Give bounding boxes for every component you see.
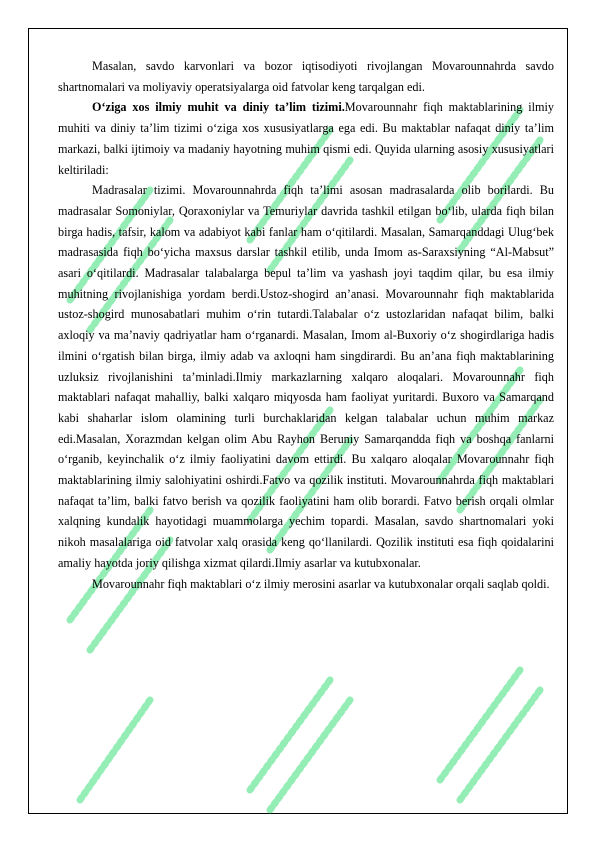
paragraph-text: Masalan, savdo karvonlari va bozor iqtisodiyoti rivojlangan Movarounnahrda savdo shartnomalari va moliyaviy operatsiyalarga oid fatvolar keng tarqalgan edi. (58, 59, 554, 94)
paragraph-heading: O‘ziga xos ilmiy muhit va diniy ta’lim tizimi. (92, 100, 345, 115)
paragraph-text: Movarounnahr fiqh maktablarining ilmiy muhiti va diniy ta’lim tizimi o‘ziga xos xususiyatlarga ega edi. Bu maktablar nafaqat diniy ta’lim markazi, balki ijtimoiy va madaniy hayotning muhim qismi edi. Quyida ularning asosiy xususiyatlari keltiriladi: (58, 100, 554, 177)
document-body (58, 56, 554, 594)
paragraph-1 (58, 56, 554, 97)
paragraph-3 (58, 180, 554, 573)
paragraph-2 (58, 97, 554, 180)
paragraph-4 (58, 574, 554, 595)
paragraph-text: Movarounnahr fiqh maktablari o‘z ilmiy merosini asarlar va kutubxonalar orqali saqlab qoldi. (92, 576, 550, 591)
paragraph-text: Madrasalar tizimi. Movarounnahrda fiqh ta’limi asosan madrasalarda olib borilardi. Bu madrasalar Somoniylar, Qoraxoniylar va Temuriylar davrida tashkil etilgan bo‘lib, ularda fiqh bilan birga hadis, tafsir, kalom va adabiyot kabi fanlar ham o‘qitilardi. Masalan, Samarqanddagi Ulug‘bek madrasasida fiqh bo‘yicha maxsus darslar tashkil etilib, unda Imom as-Saraxsiyning “Al-Mabsut” asari o‘qitilardi. Madrasalar talabalarga bepul ta’lim va yashash joyi taqdim qilar, bu esa ilmiy muhitning rivojlanishiga yordam berdi.Ustoz-shogird an’anasi. Movarounnahr fiqh maktablarida ustoz-shogird munosabatlari muhim o‘rin tutardi.Talabalar o‘z ustozlaridan nafaqat bilim, balki axloqiy va ma’naviy qadriyatlar ham o‘rganardi. Masalan, Imom al-Buxoriy o‘z shogirdlariga hadis ilmini o‘rgatish bilan birga, ilmiy adab va axloqni ham singdirardi. Bu an’ana fiqh maktablarining uzluksiz rivojlanishini ta’minladi.Ilmiy markazlarning xalqaro aloqalari. Movarounnahr fiqh maktablari nafaqat mahalliy, balki xalqaro miqyosda ham faoliyat yuritardi. Buxoro va Samarqand kabi shaharlar islom olamining turli burchaklaridan kelgan talabalar uchun muhim markaz edi.Masalan, Xorazmdan kelgan olim Abu Rayhon Beruniy Samarqandda fiqh va boshqa fanlarni o‘rganib, keyinchalik o‘z ilmiy faoliyatini davom ettirdi. Bu xalqaro aloqalar Movarounnahr fiqh maktablarining ilmiy salohiyatini oshirdi.Fatvo va qozilik instituti. Movarounnahrda fiqh maktablari nafaqat ta’lim, balki fatvo berish va qozilik faoliyatini ham olib borardi. Fatvo berish orqali olmlar xalqning kundalik hayotidagi muammolarga yechim topardi. Masalan, savdo shartnomalari yoki nikoh masalalariga oid fatvolar xalq orasida keng qo‘llanilardi. Qozilik instituti esa fiqh qoidalarini amaliy hayotda joriy qilishga xizmat qilardi.Ilmiy asarlar va kutubxonalar. (58, 183, 554, 570)
